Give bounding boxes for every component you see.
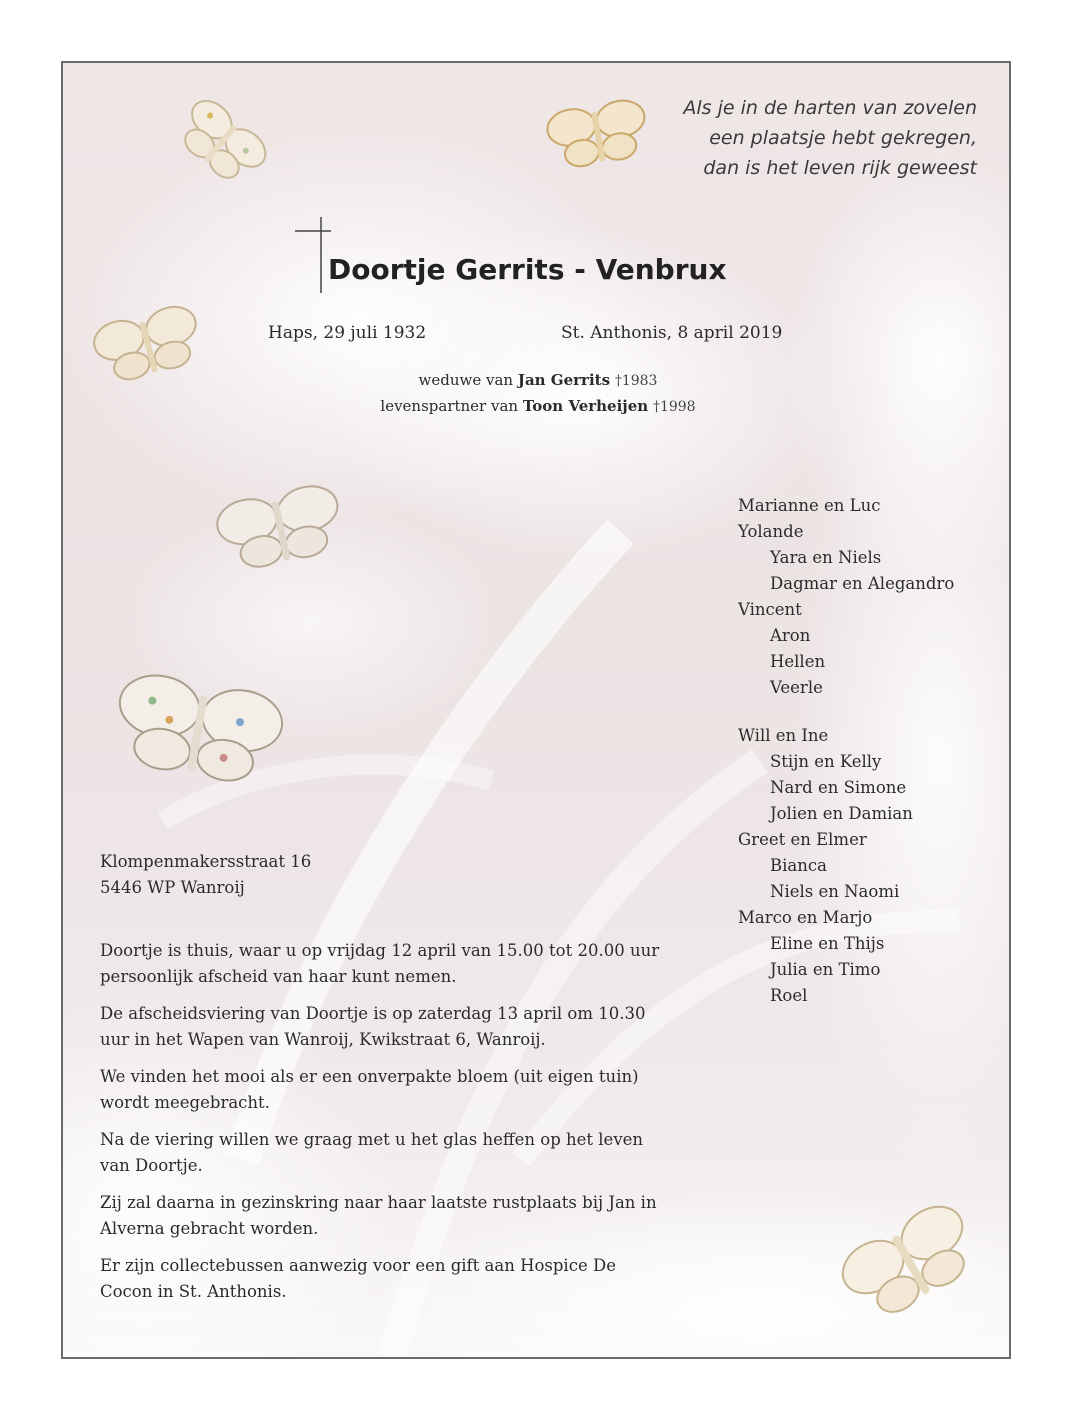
- family-member: Greet en Elmer: [738, 830, 867, 849]
- relation-name: Jan Gerrits: [517, 371, 611, 389]
- cross-symbol: †: [614, 373, 622, 389]
- quote-line-1: Als je in de harten van zovelen: [683, 97, 977, 119]
- paragraph: We vinden het mooi als er een onverpakte bloem (uit eigen tuin) wordt meegebracht.: [100, 1067, 639, 1112]
- family-member: Yara en Niels: [770, 548, 882, 567]
- announcement-text: [100, 938, 660, 1316]
- address-street: Klompenmakersstraat 16: [100, 852, 312, 871]
- family-member: Nard en Simone: [770, 778, 907, 797]
- family-member: Dagmar en Alegandro: [770, 574, 955, 593]
- birth-date: Haps, 29 juli 1932: [268, 323, 427, 343]
- cross-icon: [293, 215, 333, 295]
- family-member: Julia en Timo: [770, 960, 881, 979]
- family-member: Marianne en Luc: [738, 496, 881, 515]
- family-group: [738, 493, 954, 701]
- relation-year: 1998: [659, 399, 696, 415]
- family-member: Roel: [770, 986, 808, 1005]
- cross-symbol: †: [652, 399, 660, 415]
- relation-line: [63, 371, 1011, 389]
- address-city: 5446 WP Wanroij: [100, 878, 245, 897]
- family-list: [738, 493, 954, 1009]
- death-date: St. Anthonis, 8 april 2019: [561, 323, 783, 343]
- family-member: Aron: [770, 626, 811, 645]
- family-member: Jolien en Damian: [770, 804, 913, 823]
- family-member: Veerle: [770, 678, 823, 697]
- butterfly-icon: [838, 1198, 983, 1328]
- family-group: [738, 723, 954, 1009]
- deceased-name: Doortje Gerrits - Venbrux: [328, 253, 727, 286]
- relation-prefix: weduwe van: [418, 371, 514, 389]
- butterfly-icon: [171, 93, 271, 193]
- paragraph: Zij zal daarna in gezinskring naar haar laatste rustplaats bij Jan in Alverna gebracht worden.: [100, 1193, 657, 1238]
- paragraph: Er zijn collectebussen aanwezig voor een gift aan Hospice De Cocon in St. Anthonis.: [100, 1256, 616, 1301]
- address-block: [100, 849, 311, 901]
- family-member: Yolande: [738, 522, 804, 541]
- family-member: Bianca: [770, 856, 827, 875]
- relation-prefix: levenspartner van: [380, 397, 519, 415]
- family-member: Hellen: [770, 652, 826, 671]
- family-group-spacer: [738, 701, 954, 723]
- butterfly-icon: [213, 473, 348, 583]
- paragraph: Doortje is thuis, waar u op vrijdag 12 april van 15.00 tot 20.00 uur persoonlijk afscheid van haar kunt nemen.: [100, 941, 660, 986]
- family-member: Eline en Thijs: [770, 934, 885, 953]
- relation-line: [63, 397, 1011, 415]
- relation-year: 1983: [621, 373, 658, 389]
- paragraph: De afscheidsviering van Doortje is op zaterdag 13 april om 10.30 uur in het Wapen van Wanroij, Kwikstraat 6, Wanroij.: [100, 1004, 646, 1049]
- family-member: Will en Ine: [738, 726, 829, 745]
- quote-line-3: dan is het leven rijk geweest: [703, 157, 977, 179]
- quote: [617, 93, 977, 183]
- family-member: Vincent: [738, 600, 802, 619]
- relation-name: Toon Verheijen: [522, 397, 649, 415]
- family-member: Niels en Naomi: [770, 882, 900, 901]
- paragraph: Na de viering willen we graag met u het glas heffen op het leven van Doortje.: [100, 1130, 644, 1175]
- family-member: Stijn en Kelly: [770, 752, 882, 771]
- family-member: Marco en Marjo: [738, 908, 873, 927]
- butterfly-icon: [108, 665, 288, 795]
- quote-line-2: een plaatsje hebt gekregen,: [709, 127, 977, 149]
- obituary-card: [61, 61, 1011, 1359]
